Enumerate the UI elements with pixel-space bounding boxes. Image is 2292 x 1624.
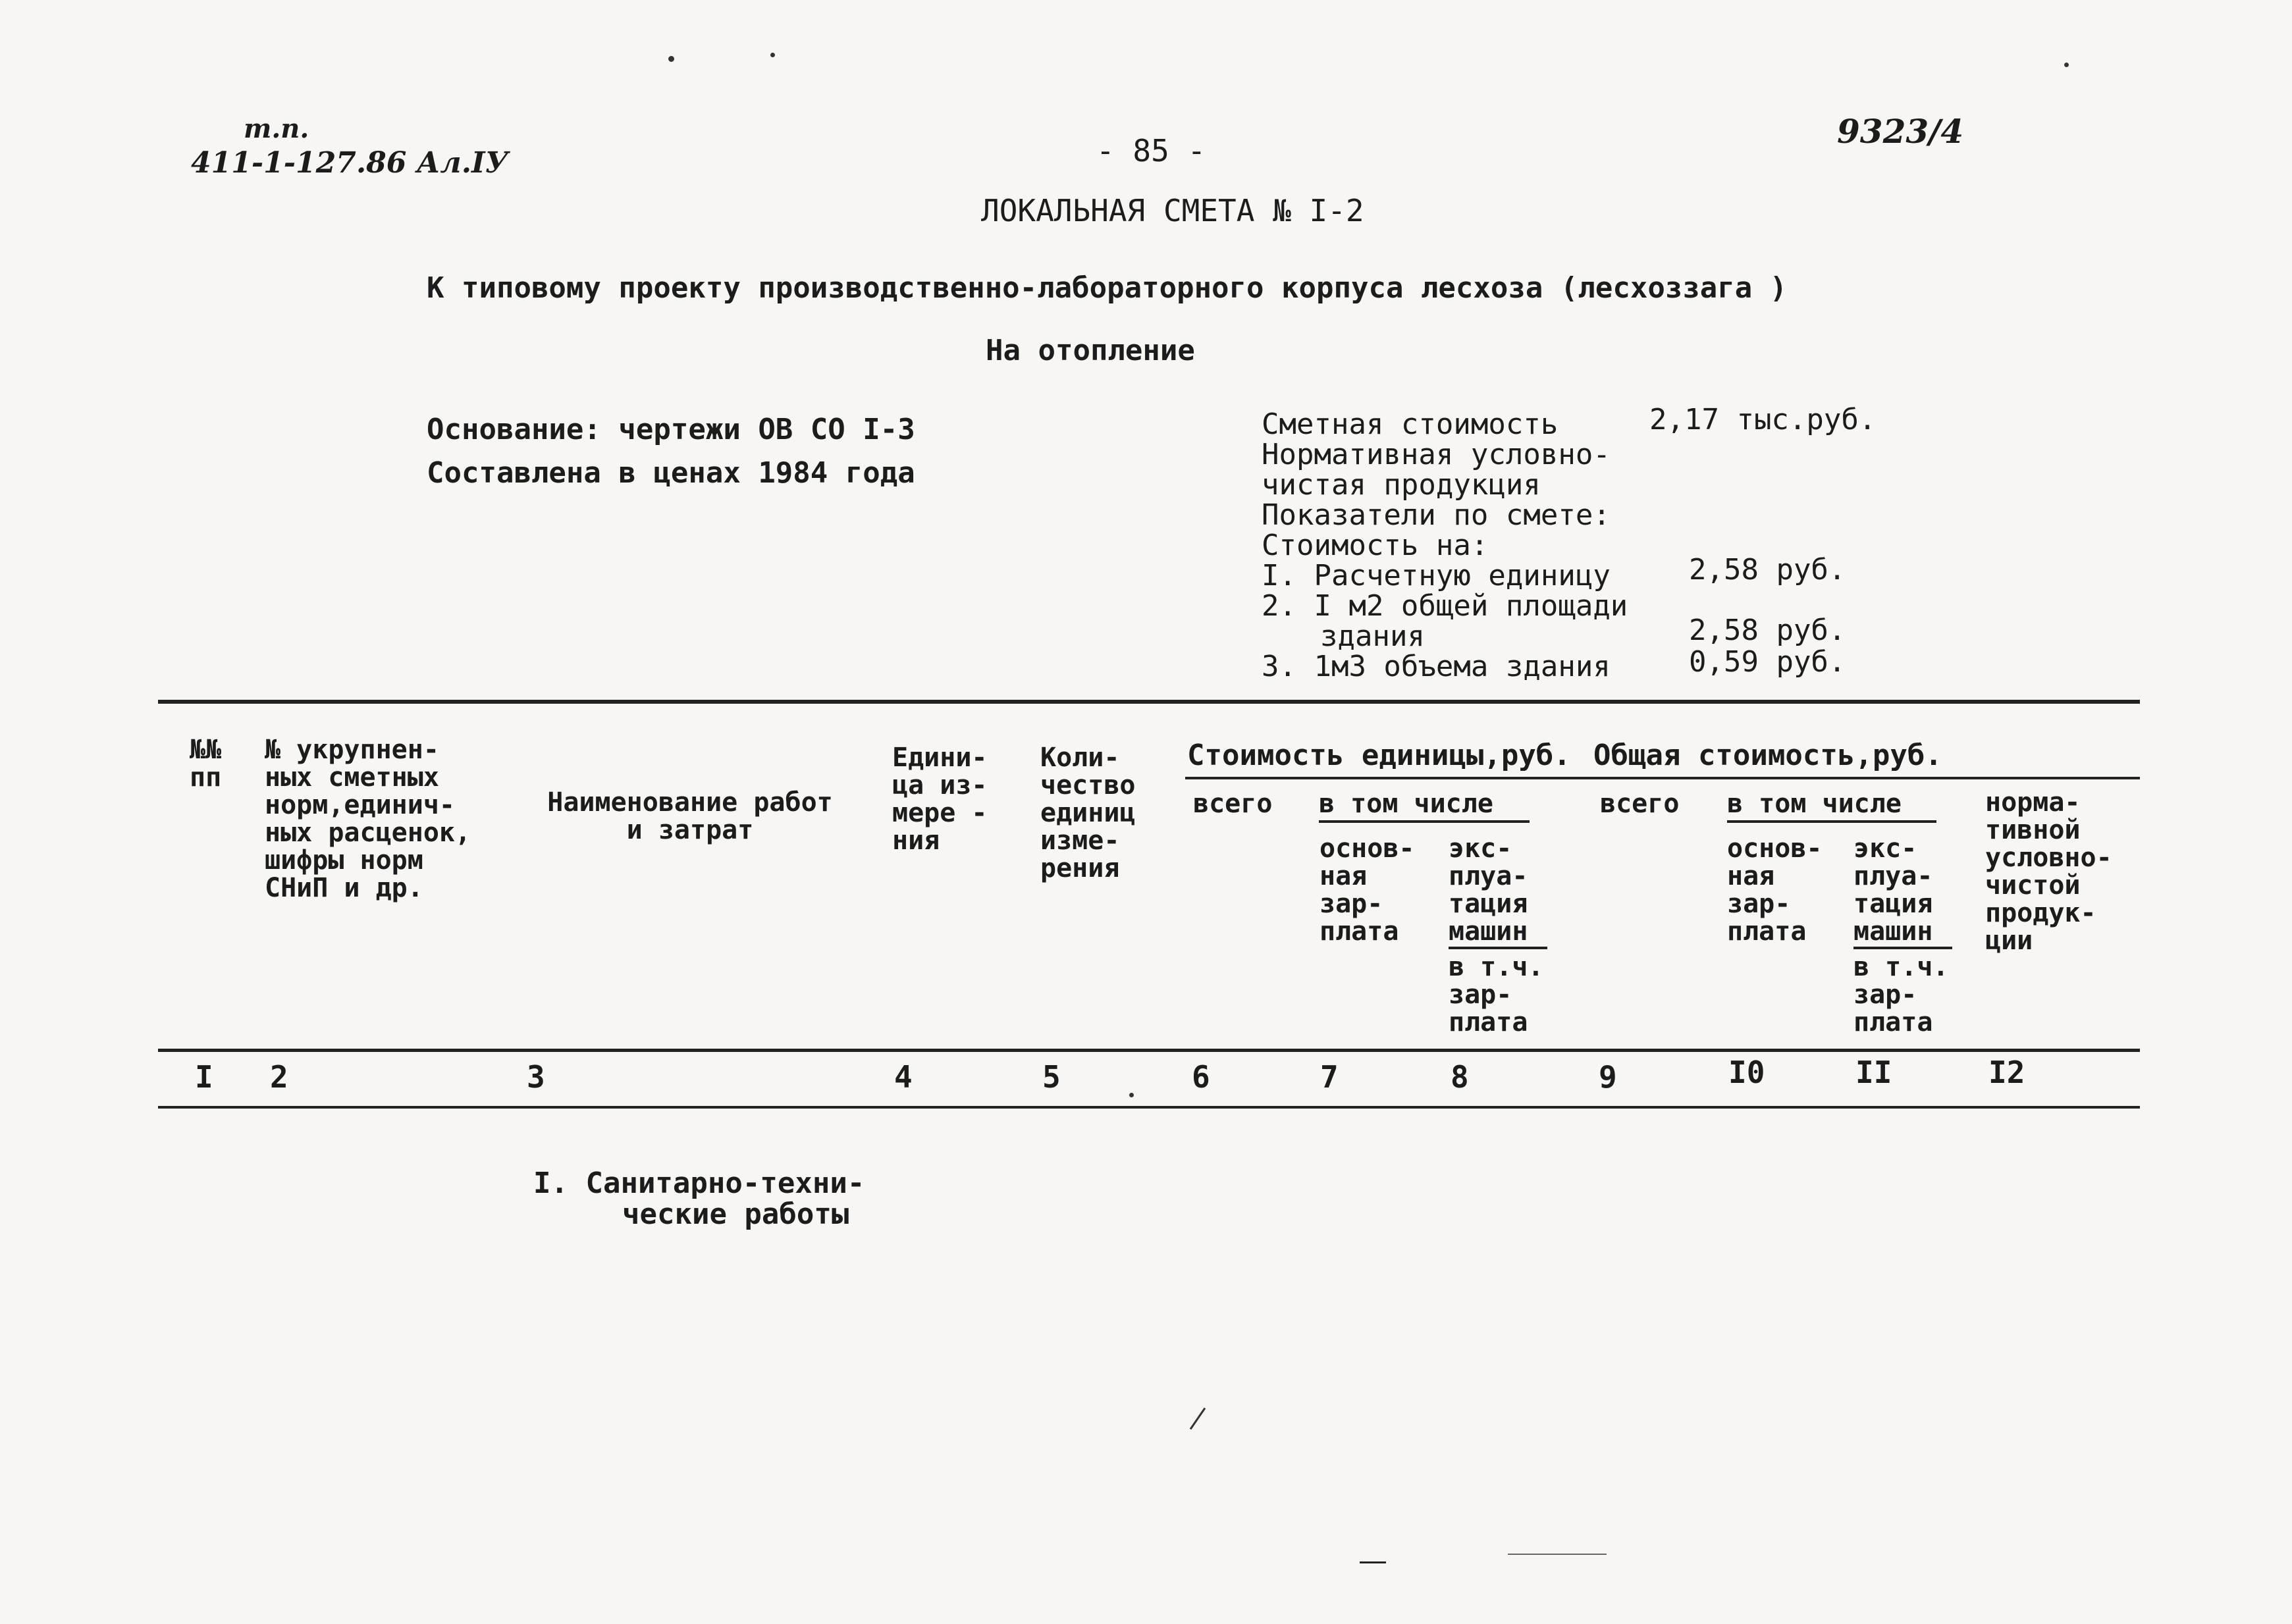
col-number: II — [1855, 1055, 1892, 1090]
page-number: - 85 - — [1096, 133, 1206, 169]
unit-machine-header: экс- плуа- тация машин — [1449, 833, 1528, 947]
section-purpose: На отопление — [986, 334, 1195, 367]
subtitle: К типовому проекту производственно-лабораторного корпуса лесхоза (лесхоззага ) — [427, 271, 1788, 305]
unit-cost-group-header: Стоимость единицы,руб. — [1187, 739, 1571, 772]
scan-mark — [1508, 1554, 1607, 1555]
unit-incl-header: в том числе — [1319, 789, 1493, 819]
summary-norm-line2: чистая продукция — [1262, 468, 1541, 502]
col-header-norm-code: № укрупнен- ных сметных норм,единич- ных расценок, шифры норм СНиП и др. — [265, 735, 471, 903]
summary-item3-label: 3. 1м3 объема здания — [1262, 650, 1611, 683]
summary-cost-label: Сметная стоимость — [1262, 407, 1559, 441]
scan-speck — [668, 56, 674, 62]
overall-machine-wage-header: в т.ч. зар- плата — [1853, 952, 1949, 1037]
unit-machine-wage-header: в т.ч. зар- плата — [1449, 952, 1544, 1037]
summary-cost-value: 2,17 тыс.руб. — [1649, 403, 1877, 436]
overall-total-header: всего — [1600, 789, 1680, 819]
overall-basic-wage-header: основ- ная зар- плата — [1727, 833, 1823, 947]
group-rule — [1185, 777, 2140, 779]
col-number: I0 — [1728, 1055, 1765, 1090]
overall-machine-underline — [1853, 947, 1952, 949]
col-number: 2 — [270, 1059, 288, 1095]
page-title: ЛОКАЛЬНАЯ СМЕТА № I-2 — [981, 193, 1364, 228]
unit-machine-underline — [1449, 947, 1547, 949]
col-number: 4 — [894, 1059, 913, 1095]
col-number: 3 — [527, 1059, 545, 1095]
summary-cost-on: Стоимость на: — [1262, 529, 1489, 562]
summary-norm-line1: Нормативная условно- — [1262, 438, 1611, 471]
unit-basic-wage-header: основ- ная зар- плата — [1319, 833, 1415, 947]
col-header-quantity: Коли- чество единиц изме- рения — [1040, 743, 1136, 883]
col-header-norm-net-product: норма- тивной условно- чистой продук- ции — [1985, 787, 2112, 956]
section-heading-line2: ческие работы — [622, 1197, 849, 1231]
col-number: 7 — [1320, 1059, 1339, 1095]
summary-item1-value: 2,58 руб. — [1689, 553, 1846, 587]
scan-stroke — [1185, 1405, 1212, 1432]
total-cost-group-header: Общая стоимость,руб. — [1593, 739, 1942, 772]
summary-indicators: Показатели по смете: — [1262, 498, 1611, 532]
col-header-row-number: №№ пп — [190, 735, 222, 793]
col-number: 6 — [1192, 1059, 1210, 1095]
col-number: 9 — [1599, 1059, 1617, 1095]
stamp-line2: 411-1-127.86 Ал.IУ — [191, 146, 509, 180]
summary-item2-value: 2,58 руб. — [1689, 614, 1846, 647]
overall-machine-header: экс- плуа- тация машин — [1853, 833, 1933, 947]
basis-line1: Основание: чертежи ОВ СО I-3 — [427, 413, 915, 446]
scan-speck — [770, 53, 775, 57]
header-bottom-rule — [158, 1049, 2140, 1052]
col-number: I — [195, 1059, 213, 1095]
overall-incl-header: в том числе — [1727, 789, 1902, 819]
scan-speck — [1129, 1093, 1134, 1097]
summary-item2-line1: 2. I м2 общей площади — [1262, 589, 1628, 623]
table-top-rule — [158, 700, 2140, 704]
col-header-unit: Едини- ца из- мере - ния — [892, 743, 988, 856]
summary-item2-line2: здания — [1320, 619, 1425, 653]
unit-total-header: всего — [1193, 789, 1273, 819]
col-header-work-name: Наименование работ и затрат — [547, 787, 833, 845]
unit-incl-underline — [1319, 820, 1530, 823]
summary-item3-value: 0,59 руб. — [1689, 645, 1846, 679]
stamp-line1: т.п. — [244, 113, 309, 144]
basis-line2: Составлена в ценах 1984 года — [427, 456, 915, 490]
number-row-rule — [158, 1106, 2140, 1109]
doc-id: 9323/4 — [1837, 112, 1964, 151]
col-number: 5 — [1042, 1059, 1061, 1095]
overall-incl-underline — [1727, 820, 1936, 823]
summary-item1-label: I. Расчетную единицу — [1262, 559, 1611, 592]
scan-speck — [2064, 63, 2069, 67]
col-number: I2 — [1988, 1055, 2025, 1090]
col-number: 8 — [1451, 1059, 1469, 1095]
section-heading-line1: I. Санитарно-техни- — [533, 1166, 865, 1200]
scan-mark — [1360, 1561, 1386, 1563]
